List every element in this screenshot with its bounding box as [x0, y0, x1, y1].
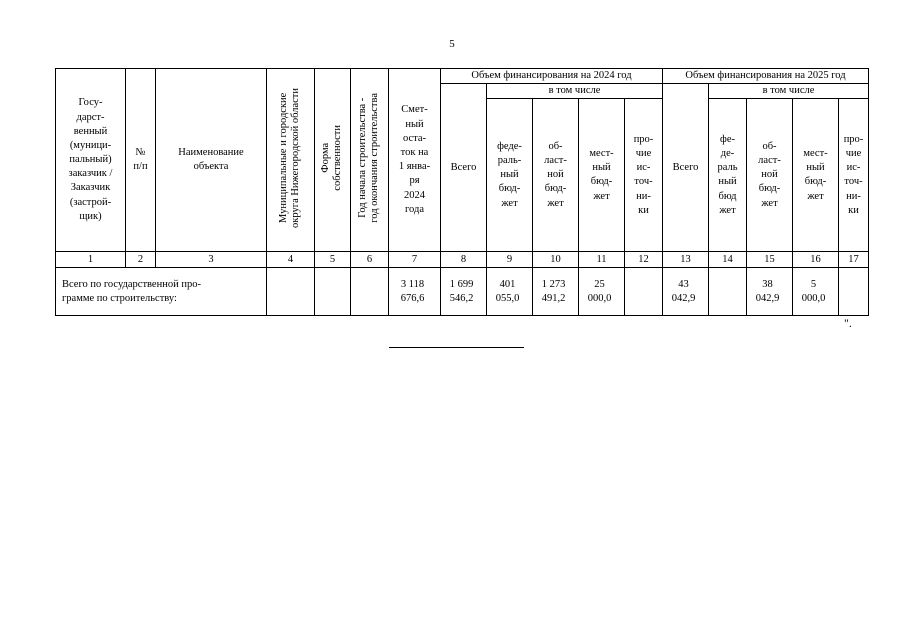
other-2024	[625, 268, 663, 316]
header-municipal-cell	[267, 69, 315, 252]
total-municipal	[267, 268, 315, 316]
header-fin-2024: Объем финансирования на 2024 год	[441, 69, 663, 84]
header-customer: Госу- дарст- венный (муници- пальный) заказчик / Заказчик (застрой- щик)	[56, 69, 126, 252]
header-ownership: Форма собственности	[320, 124, 344, 191]
total-ownership	[315, 268, 351, 316]
header-number: № п/п	[126, 69, 156, 252]
page-number: 5	[449, 38, 455, 50]
header-municipal: Муниципальные и городские округа Нижегородской области	[278, 87, 302, 228]
header-estimate: Смет- ный оста- ток на 1 янва- ря 2024 года	[389, 69, 441, 252]
column-number: 3	[156, 252, 267, 268]
total-2025: 43 042,9	[663, 268, 709, 316]
header-other-2024: про- чие ис- точ- ни- ки	[625, 99, 663, 252]
column-number: 9	[487, 252, 533, 268]
header-row-1	[56, 69, 869, 84]
total-row	[56, 268, 869, 316]
header-federal-2025: фе- де- раль ный бюд жет	[709, 99, 747, 252]
federal-2024: 401 055,0	[487, 268, 533, 316]
column-number: 2	[126, 252, 156, 268]
header-object-name: Наименование объекта	[156, 69, 267, 252]
header-including-2024: в том числе	[487, 84, 663, 99]
header-federal-2024: феде- раль- ный бюд- жет	[487, 99, 533, 252]
total-2024: 1 699 546,2	[441, 268, 487, 316]
column-number: 10	[533, 252, 579, 268]
header-years: Год начала строительства - год окончания строительства	[357, 92, 381, 223]
column-number: 13	[663, 252, 709, 268]
header-ownership-cell	[315, 69, 351, 252]
other-2025	[839, 268, 869, 316]
column-number: 11	[579, 252, 625, 268]
header-total-2025: Всего	[663, 84, 709, 252]
total-label: Всего по государственной про- грамме по строительству:	[56, 268, 267, 316]
header-local-2025: мест- ный бюд- жет	[793, 99, 839, 252]
header-fin-2025: Объем финансирования на 2025 год	[663, 69, 869, 84]
header-local-2024: мест- ный бюд- жет	[579, 99, 625, 252]
regional-2025: 38 042,9	[747, 268, 793, 316]
regional-2024: 1 273 491,2	[533, 268, 579, 316]
footer-separator-line	[389, 347, 524, 348]
column-number: 16	[793, 252, 839, 268]
closing-quote: ".	[844, 316, 852, 330]
column-number: 17	[839, 252, 869, 268]
total-estimate: 3 118 676,6	[389, 268, 441, 316]
column-number: 14	[709, 252, 747, 268]
column-number: 4	[267, 252, 315, 268]
column-number: 5	[315, 252, 351, 268]
federal-2025	[709, 268, 747, 316]
column-number: 15	[747, 252, 793, 268]
header-years-cell	[351, 69, 389, 252]
column-number: 1	[56, 252, 126, 268]
column-number: 12	[625, 252, 663, 268]
column-number: 6	[351, 252, 389, 268]
column-number: 8	[441, 252, 487, 268]
column-number-row	[56, 252, 869, 268]
total-years	[351, 268, 389, 316]
header-other-2025: про- чие ис- точ- ни- ки	[839, 99, 869, 252]
column-number: 7	[389, 252, 441, 268]
header-regional-2024: об- ласт- ной бюд- жет	[533, 99, 579, 252]
header-including-2025: в том числе	[709, 84, 869, 99]
header-regional-2025: об- ласт- ной бюд- жет	[747, 99, 793, 252]
header-total-2024: Всего	[441, 84, 487, 252]
local-2024: 25 000,0	[579, 268, 625, 316]
local-2025: 5 000,0	[793, 268, 839, 316]
financing-table	[55, 68, 869, 316]
